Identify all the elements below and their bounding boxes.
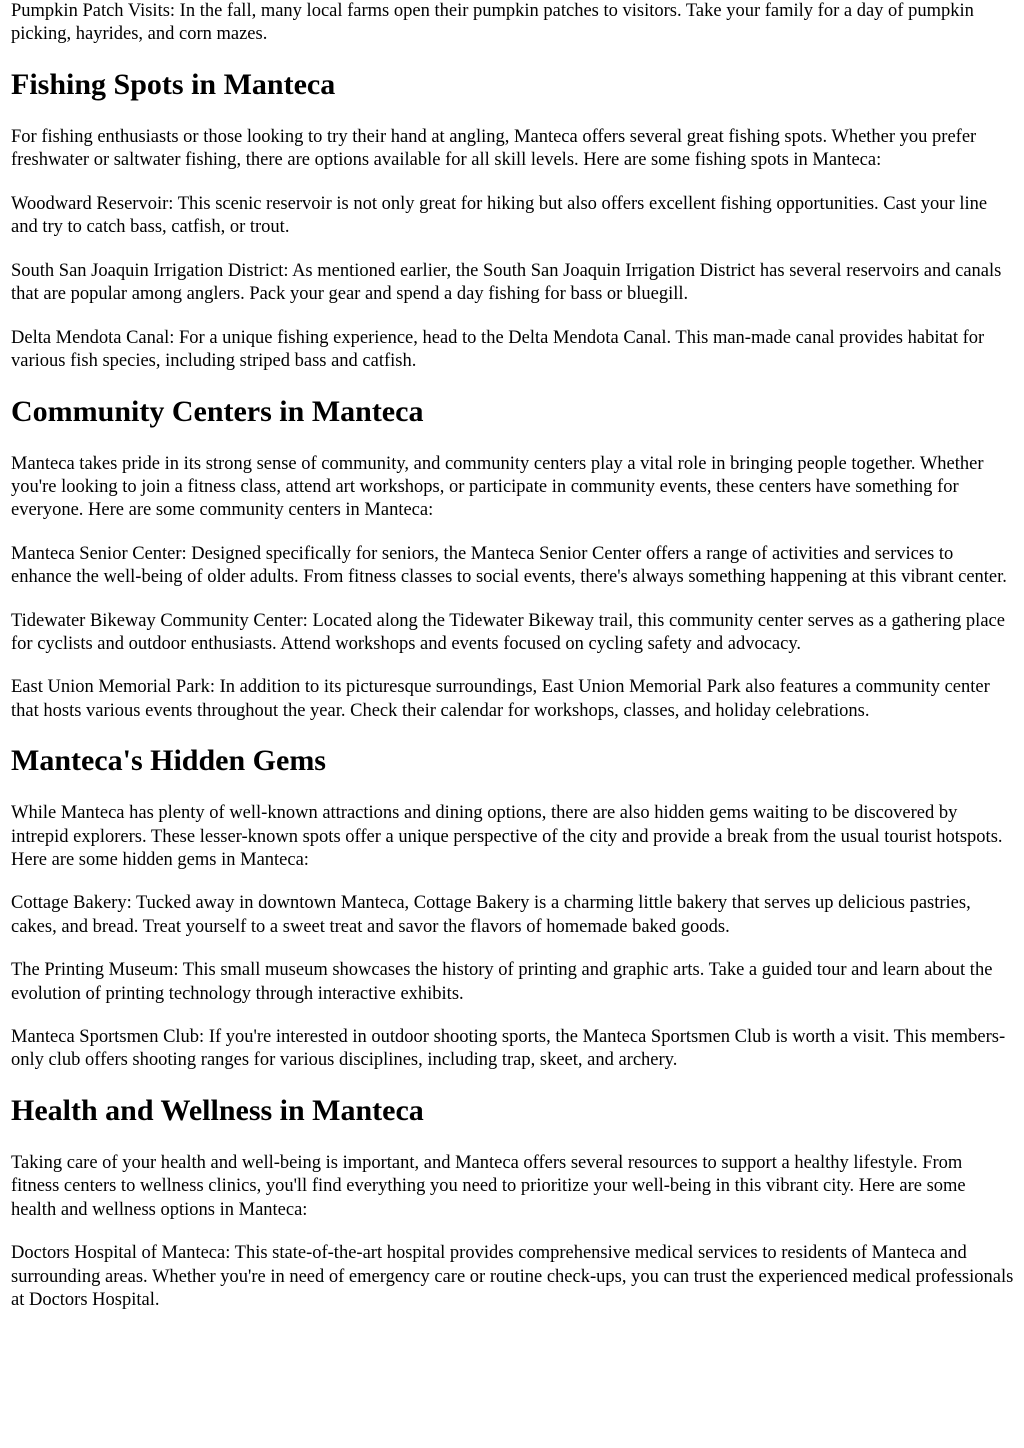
- paragraph: For fishing enthusiasts or those looking to try their hand at angling, Manteca offers several great fishing spots. Whether you prefer freshwater or saltwater fishing, there are options available for all skill levels. Here are some fishing spots in Manteca:: [11, 126, 977, 171]
- paragraph: Manteca Senior Center: Designed specifically for seniors, the Manteca Senior Center offers a range of activities and services to enhance the well-being of older adults. From fitness classes to social events, there's always something happening at this vibrant center.: [11, 543, 1007, 587]
- section-health-wellness: [11, 1093, 1015, 1312]
- section-heading: Health and Wellness in Manteca: [11, 1094, 424, 1128]
- paragraph: Taking care of your health and well-being is important, and Manteca offers several resources to support a healthy lifestyle. From fitness centers to wellness clinics, you'll find everything you need to prioritize your well-being in this vibrant city. Here are some health and wellness options in Manteca:: [11, 1153, 966, 1220]
- section-community-centers: [11, 394, 1015, 723]
- section-heading: Community Centers in Manteca: [11, 394, 424, 428]
- paragraph: Tidewater Bikeway Community Center: Located along the Tidewater Bikeway trail, this community center serves as a gathering place for cyclists and outdoor enthusiasts. Attend workshops and events focused on cycling safety and advocacy.: [11, 610, 1005, 654]
- paragraph: East Union Memorial Park: In addition to its picturesque surroundings, East Union Memorial Park also features a community center that hosts various events throughout the year. Check their calendar for workshops, classes, and holiday celebrations.: [11, 677, 990, 721]
- paragraph: The Printing Museum: This small museum showcases the history of printing and graphic arts. Take a guided tour and learn about the evolution of printing technology through interactive exhibits.: [11, 960, 993, 1004]
- section-heading: Fishing Spots in Manteca: [11, 67, 336, 101]
- paragraph: Delta Mendota Canal: For a unique fishing experience, head to the Delta Mendota Canal. This man-made canal provides habitat for various fish species, including striped bass and catfish.: [11, 327, 985, 371]
- paragraph: Cottage Bakery: Tucked away in downtown Manteca, Cottage Bakery is a charming little bakery that serves up delicious pastries, cakes, and bread. Treat yourself to a sweet treat and savor the flavors of homemade baked goods.: [11, 893, 971, 937]
- paragraph: While Manteca has plenty of well-known attractions and dining options, there are also hidden gems waiting to be discovered by intrepid explorers. These lesser-known spots offer a unique perspective of the city and provide a break from the usual tourist hotspots. Here are some hidden gems in Manteca:: [11, 803, 1003, 870]
- section-hidden-gems: [11, 743, 1015, 1072]
- section-fishing-spots: [11, 67, 1015, 373]
- paragraph: Woodward Reservoir: This scenic reservoir is not only great for hiking but also offers excellent fishing opportunities. Cast your line and try to catch bass, catfish, or trout.: [11, 193, 988, 238]
- paragraph: Doctors Hospital of Manteca: This state-of-the-art hospital provides comprehensive medical services to residents of Manteca and surrounding areas. Whether you're in need of emergency care or routine check-ups, you can trust the experienced medical professionals at Doctors Hospital.: [11, 1243, 1014, 1310]
- intro-paragraph: Pumpkin Patch Visits: In the fall, many local farms open their pumpkin patches to visitors. Take your family for a day of pumpkin picking, hayrides, and corn mazes.: [11, 1, 974, 45]
- section-heading: Manteca's Hidden Gems: [11, 744, 326, 778]
- paragraph: Manteca Sportsmen Club: If you're interested in outdoor shooting sports, the Manteca Sportsmen Club is worth a visit. This members-only club offers shooting ranges for various disciplines, including trap, skeet, and archery.: [11, 1027, 1006, 1071]
- paragraph: South San Joaquin Irrigation District: As mentioned earlier, the South San Joaquin Irrigation District has several reservoirs and canals that are popular among anglers. Pack your gear and spend a day fishing for bass or bluegill.: [11, 260, 1002, 304]
- paragraph: Manteca takes pride in its strong sense of community, and community centers play a vital role in bringing people together. Whether you're looking to join a fitness class, attend art workshops, or participate in community events, these centers have something for everyone. Here are some community centers in Manteca:: [11, 453, 984, 520]
